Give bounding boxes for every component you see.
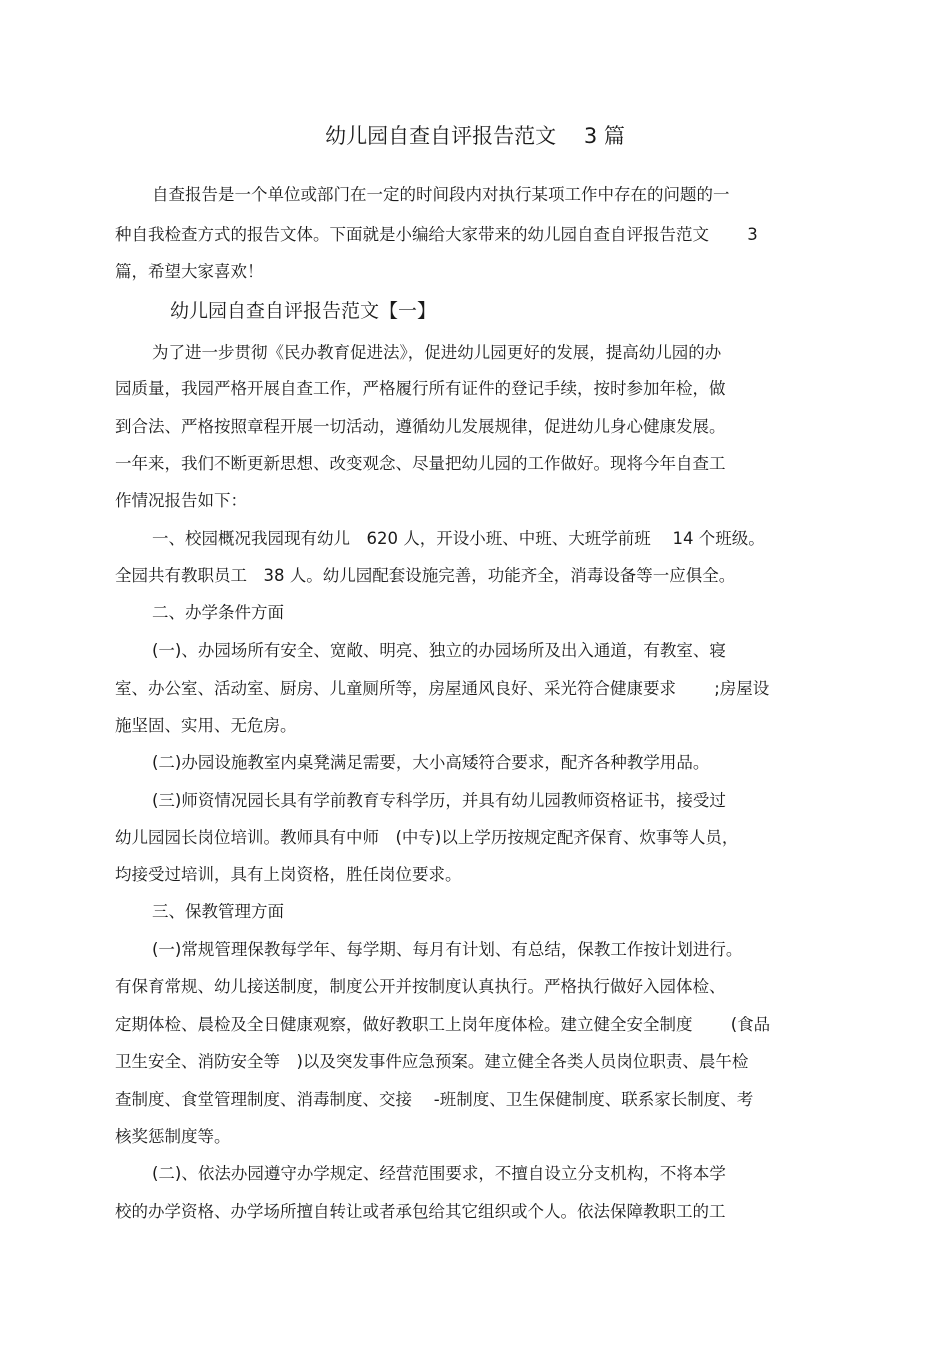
para4-line-1: (二)办园设施教室内桌凳满足需要，大小高矮符合要求，配齐各种教学用品。 [152, 753, 710, 772]
document-title: 幼儿园自查自评报告范文 3 篇 [325, 124, 625, 148]
para7-line-2: 校的办学资格、办学场所擅自转让或者承包给其它组织或个人。依法保障教职工的工 [115, 1202, 726, 1221]
para6-line-1: (一)常规管理保教每学年、每学期、每月有计划、有总结，保教工作按计划进行。 [152, 940, 743, 959]
para5-line-1: (三)师资情况园长具有学前教育专科学历，并具有幼儿园教师资格证书，接受过 [152, 791, 726, 810]
para1-line-5: 作情况报告如下： [115, 491, 247, 510]
para2-line-2: 全园共有教职员工 38 人。幼儿园配套设施完善，功能齐全，消毒设备等一应俱全。 [115, 566, 736, 585]
subheading-3: 三、保教管理方面 [152, 902, 284, 921]
para6-line-6: 核奖惩制度等。 [115, 1127, 231, 1146]
para7-line-1: (二)、依法办园遵守办学规定、经营范围要求，不擅自设立分支机构，不将本学 [152, 1164, 726, 1183]
intro-line-2: 种自我检查方式的报告文体。下面就是小编给大家带来的幼儿园自查自评报告范文 3 [115, 225, 758, 244]
para5-line-2: 幼儿园园长岗位培训。教师具有中师 (中专)以上学历按规定配齐保育、炊事等人员， [115, 828, 739, 847]
para5-line-3: 均接受过培训，具有上岗资格，胜任岗位要求。 [115, 865, 462, 884]
para6-line-3: 定期体检、晨检及全日健康观察，做好教职工上岗年度体检。建立健全安全制度 (食品 [115, 1015, 771, 1034]
para3-line-1: (一)、办园场所有安全、宽敞、明亮、独立的办园场所及出入通道，有教室、寝 [152, 641, 726, 660]
para1-line-4: 一年来，我们不断更新思想、改变观念、尽量把幼儿园的工作做好。现将今年自查工 [115, 454, 726, 473]
para3-line-2: 室、办公室、活动室、厨房、儿童厕所等，房屋通风良好、采光符合健康要求 ;房屋设 [115, 679, 770, 698]
subheading-2: 二、办学条件方面 [152, 603, 284, 622]
para6-line-5: 查制度、食堂管理制度、消毒制度、交接 -班制度、卫生保健制度、联系家长制度、考 [115, 1090, 754, 1109]
para6-line-2: 有保育常规、幼儿接送制度，制度公开并按制度认真执行。严格执行做好入园体检、 [115, 977, 726, 996]
para1-line-1: 为了进一步贯彻《民办教育促进法》，促进幼儿园更好的发展，提高幼儿园的办 [152, 343, 722, 362]
para1-line-3: 到合法、严格按照章程开展一切活动，遵循幼儿发展规律，促进幼儿身心健康发展。 [115, 417, 726, 436]
para1-line-2: 园质量，我园严格开展自查工作，严格履行所有证件的登记手续，按时参加年检，做 [115, 379, 726, 398]
para2-line-1: 一、校园概况我园现有幼儿 620 人，开设小班、中班、大班学前班 14 个班级。 [152, 529, 765, 548]
intro-line-3: 篇，希望大家喜欢！ [115, 262, 264, 281]
para3-line-3: 施坚固、实用、无危房。 [115, 716, 297, 735]
section-heading: 幼儿园自查自评报告范文【一】 [170, 300, 437, 322]
intro-line-1: 自查报告是一个单位或部门在一定的时间段内对执行某项工作中存在的问题的一 [152, 185, 730, 204]
para6-line-4: 卫生安全、消防安全等 )以及突发事件应急预案。建立健全各类人员岗位职责、晨午检 [115, 1052, 749, 1071]
